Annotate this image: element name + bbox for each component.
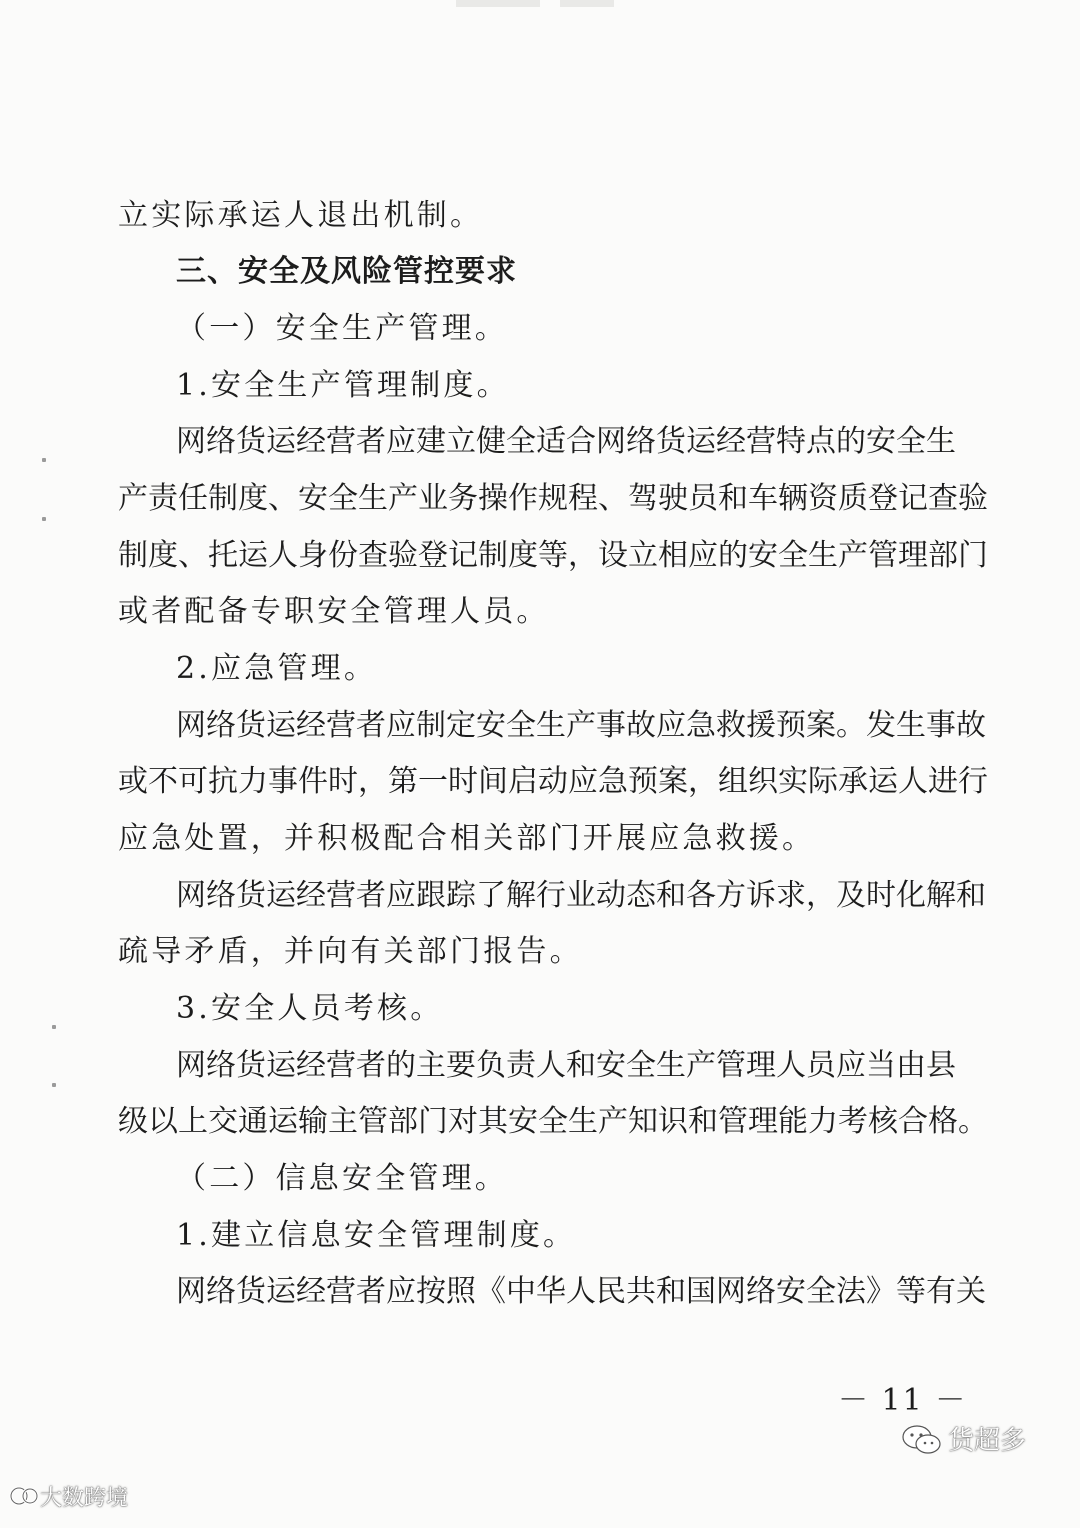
- margin-mark: [42, 458, 46, 462]
- item-heading: 1.安全生产管理制度。: [176, 368, 510, 403]
- scan-artifact: [456, 0, 540, 7]
- margin-mark: [52, 1025, 56, 1029]
- text-line: 或不可抗力事件时，第一时间启动应急预案，组织实际承运人进行: [118, 764, 988, 799]
- text-line: 网络货运经营者的主要负责人和安全生产管理人员应当由县: [176, 1048, 956, 1083]
- text-line: 制度、托运人身份查验登记制度等，设立相应的安全生产管理部门: [118, 538, 988, 573]
- item-heading: 2.应急管理。: [176, 651, 378, 686]
- subsection-heading: （二）信息安全管理。: [176, 1161, 508, 1196]
- section-heading: 三、安全及风险管控要求: [176, 254, 517, 289]
- text-line: 应急处置，并积极配合相关部门开展应急救援。: [118, 821, 816, 856]
- text-line: 产责任制度、安全生产业务操作规程、驾驶员和车辆资质登记查验: [118, 481, 988, 516]
- page-number: － 11 －: [838, 1383, 968, 1418]
- text-line: 网络货运经营者应建立健全适合网络货运经营特点的安全生: [176, 424, 956, 459]
- text-line: 或者配备专职安全管理人员。: [118, 594, 550, 629]
- watermark-text-left: 大数跨境: [40, 1486, 129, 1511]
- watermark-logo-icon: [8, 1480, 40, 1512]
- margin-mark: [52, 1083, 56, 1087]
- text-line: 级以上交通运输主管部门对其安全生产知识和管理能力考核合格。: [118, 1104, 988, 1139]
- item-heading: 3.安全人员考核。: [176, 991, 444, 1026]
- text-line: 网络货运经营者应按照《中华人民共和国网络安全法》等有关: [176, 1274, 986, 1309]
- subsection-heading: （一）安全生产管理。: [176, 311, 508, 346]
- text-line: 疏导矛盾，并向有关部门报告。: [118, 934, 583, 969]
- scan-artifact: [560, 0, 614, 7]
- margin-mark: [42, 517, 46, 521]
- item-heading: 1.建立信息安全管理制度。: [176, 1218, 577, 1253]
- watermark-text-right: 货超多: [948, 1426, 1027, 1456]
- wechat-icon: [900, 1422, 944, 1458]
- text-line: 立实际承运人退出机制。: [118, 198, 484, 233]
- text-line: 网络货运经营者应跟踪了解行业动态和各方诉求，及时化解和: [176, 878, 986, 913]
- text-line: 网络货运经营者应制定安全生产事故应急救援预案。发生事故: [176, 708, 986, 743]
